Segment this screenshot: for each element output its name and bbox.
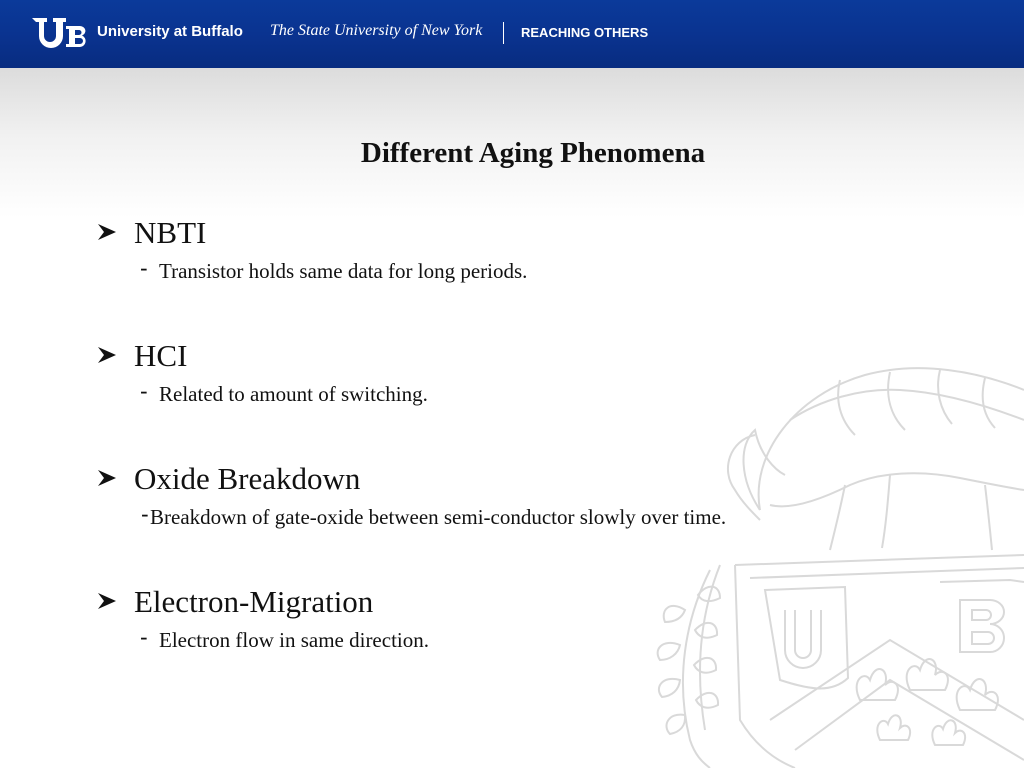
- bullet-description: Transistor holds same data for long periods.: [159, 259, 528, 283]
- bullet-description: Breakdown of gate-oxide between semi-conductor slowly over time.: [150, 505, 727, 529]
- bullet-heading: NBTI: [134, 215, 207, 250]
- bullet-dash: -: [140, 255, 148, 281]
- header-banner: [0, 0, 1024, 68]
- university-state-name: The State University of New York: [270, 22, 483, 39]
- bullet-heading: Oxide Breakdown: [134, 461, 361, 496]
- bullet-dash: -: [140, 378, 148, 404]
- bullet-heading: Electron-Migration: [134, 584, 374, 619]
- banner-divider: [503, 22, 504, 44]
- arrow-bullet-icon: [97, 592, 117, 610]
- bullet-heading: HCI: [134, 338, 188, 373]
- arrow-bullet-icon: [97, 469, 117, 487]
- ub-logo-icon: [30, 16, 92, 50]
- bullet-description: Related to amount of switching.: [159, 382, 428, 406]
- arrow-bullet-icon: [97, 346, 117, 364]
- university-name: University at Buffalo: [97, 23, 243, 40]
- slide-title: Different Aging Phenomena: [360, 137, 706, 169]
- banner-tagline: REACHING OTHERS: [521, 25, 649, 40]
- bison-crest-icon: [590, 360, 1024, 768]
- arrow-bullet-icon: [97, 223, 117, 241]
- bullet-description: Electron flow in same direction.: [159, 628, 429, 652]
- bullet-dash: -: [141, 501, 149, 527]
- bullet-dash: -: [140, 624, 148, 650]
